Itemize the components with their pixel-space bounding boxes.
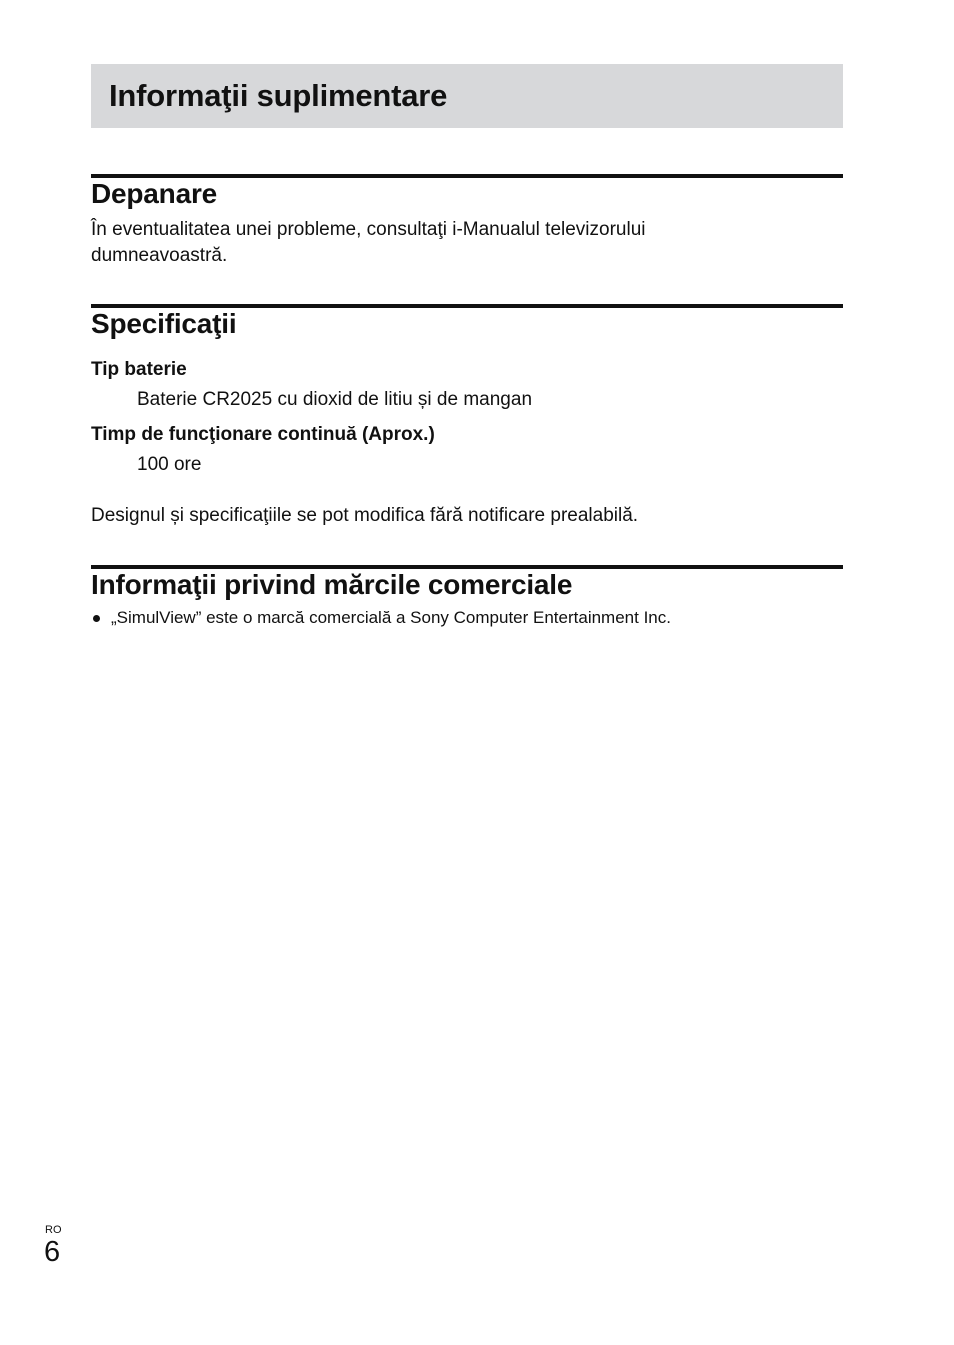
heading-trademarks: Informaţii privind mărcile comerciale: [91, 569, 573, 600]
spec-value-operating-time: 100 ore: [137, 454, 202, 475]
bullet-icon: [93, 615, 100, 622]
troubleshooting-text-line2: dumneavoastră.: [91, 245, 228, 266]
list-item: [91, 608, 671, 628]
language-code: RO: [45, 1224, 62, 1236]
troubleshooting-text-line1: În eventualitatea unei probleme, consultaţi i-Manualul televizorului: [91, 219, 646, 240]
spec-value-battery: Baterie CR2025 cu dioxid de litiu și de mangan: [137, 389, 533, 410]
page-number: 6: [44, 1236, 61, 1268]
spec-term-battery: Tip baterie: [91, 359, 187, 380]
heading-specifications: Specificaţii: [91, 308, 237, 339]
heading-troubleshooting: Depanare: [91, 178, 218, 209]
spec-term-operating-time: Timp de funcţionare continuă (Aprox.): [91, 424, 435, 445]
spec-note: Designul și specificaţiile se pot modifica fără notificare prealabilă.: [91, 505, 639, 526]
page-title: Informaţii suplimentare: [109, 78, 448, 113]
trademark-text: „SimulView” este o marcă comercială a Sony Computer Entertainment Inc.: [111, 608, 671, 627]
section-title-banner: [91, 64, 843, 128]
